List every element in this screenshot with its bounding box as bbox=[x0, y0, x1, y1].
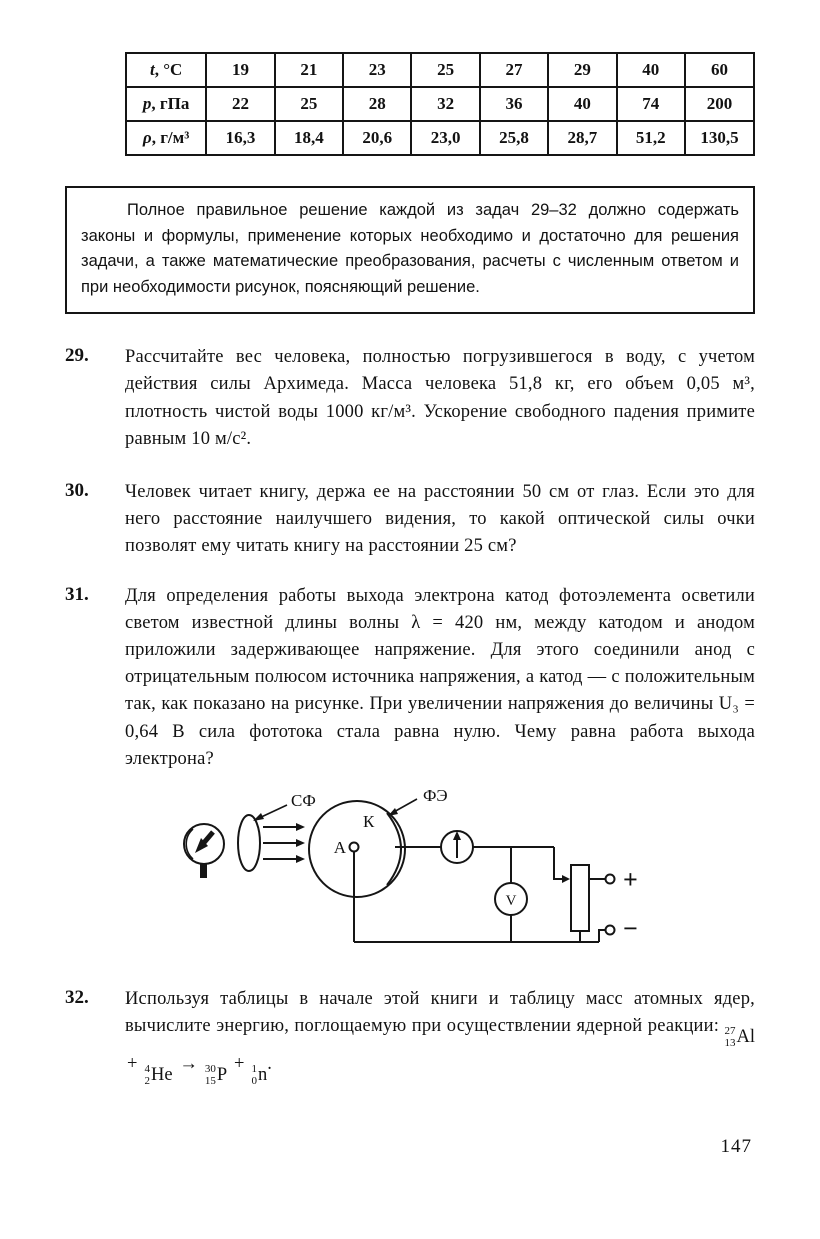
table-cell: 32 bbox=[411, 87, 479, 121]
row-header-pressure bbox=[126, 87, 206, 121]
row-var: t bbox=[149, 60, 155, 79]
circuit-diagram bbox=[149, 787, 669, 959]
nuclide-n-1 bbox=[252, 1062, 268, 1089]
table-cell: 74 bbox=[617, 87, 685, 121]
plus-operator: + bbox=[127, 1054, 138, 1075]
minus-label: − bbox=[623, 913, 638, 943]
element-symbol: n bbox=[258, 1065, 268, 1086]
table-cell: 18,4 bbox=[275, 121, 343, 155]
element-symbol: He bbox=[150, 1065, 173, 1086]
plus-operator: + bbox=[234, 1054, 245, 1075]
anode-terminal bbox=[350, 842, 359, 851]
row-unit: , °C bbox=[154, 60, 183, 79]
table-cell: 25 bbox=[411, 53, 479, 87]
plus-label: + bbox=[623, 864, 638, 894]
problem-30 bbox=[65, 479, 755, 561]
nuclide-al-27 bbox=[725, 1024, 756, 1051]
lamp-icon bbox=[184, 824, 224, 878]
element-symbol: P bbox=[216, 1065, 228, 1086]
mass-number: 27 bbox=[724, 1025, 736, 1038]
instruction-text: Полное правильное решение каждой из задач 29–32 должно содержать законы и формулы, применение которых необходимо и достаточно для решения задачи, а также математические преобразования, расчеты с численным ответом и при необходимости рисунок, поясняющий решение. bbox=[81, 201, 739, 296]
mass-number: 1 bbox=[251, 1063, 257, 1076]
rheostat bbox=[571, 865, 589, 931]
atomic-number: 13 bbox=[724, 1036, 736, 1049]
anode-label: А bbox=[333, 837, 346, 857]
problem-number: 31. bbox=[65, 583, 89, 605]
row-var: p bbox=[142, 94, 152, 113]
filter-pointer bbox=[253, 805, 287, 821]
table-cell: 29 bbox=[548, 53, 616, 87]
table-cell: 25,8 bbox=[480, 121, 548, 155]
row-unit: , гПа bbox=[151, 94, 190, 113]
mass-number: 4 bbox=[144, 1063, 150, 1076]
ammeter-icon bbox=[441, 831, 473, 863]
problem-31-figure bbox=[149, 787, 755, 964]
atomic-number: 15 bbox=[204, 1074, 216, 1087]
atomic-number: 0 bbox=[251, 1074, 257, 1087]
table-cell: 51,2 bbox=[617, 121, 685, 155]
voltmeter-icon bbox=[495, 883, 527, 915]
problem-number: 32. bbox=[65, 986, 89, 1008]
minus-terminal bbox=[606, 925, 615, 934]
table-cell: 16,3 bbox=[206, 121, 274, 155]
problem-32 bbox=[65, 986, 755, 1089]
nuclide-he-4 bbox=[144, 1062, 172, 1089]
problem-text: Рассчитайте вес человека, полностью погрузившегося в воду, с учетом действия силы Архимеда. Масса человека 51,8 кг, его объем 0,05 м³, плотность чистой воды 1000 кг/м³. Ускорение свободного падения примите равным 10 м/с². bbox=[125, 347, 755, 449]
problem-number: 29. bbox=[65, 345, 89, 367]
problem-31 bbox=[65, 583, 755, 773]
row-unit: , г/м³ bbox=[151, 128, 190, 147]
table-cell: 130,5 bbox=[685, 121, 754, 155]
table-cell: 19 bbox=[206, 53, 274, 87]
table-cell: 200 bbox=[685, 87, 754, 121]
table-cell: 21 bbox=[275, 53, 343, 87]
problem-text-lead: Используя таблицы в начале этой книги и таблицу масс атомных ядер, вычислите энергию, поглощаемую при осуществлении ядерной реакции: bbox=[125, 988, 755, 1037]
table-cell: 27 bbox=[480, 53, 548, 87]
table-cell: 40 bbox=[617, 53, 685, 87]
table-cell: 40 bbox=[548, 87, 616, 121]
mass-number: 30 bbox=[204, 1063, 216, 1076]
voltmeter-label: V bbox=[505, 892, 517, 909]
table-cell: 60 bbox=[685, 53, 754, 87]
photocell-label: ФЭ bbox=[423, 786, 448, 805]
density-table bbox=[125, 52, 755, 156]
table-cell: 22 bbox=[206, 87, 274, 121]
row-var: ρ bbox=[142, 128, 152, 147]
nuclide-p-30 bbox=[205, 1062, 227, 1089]
table-cell: 25 bbox=[275, 87, 343, 121]
table-row-density bbox=[126, 121, 754, 155]
element-symbol: Al bbox=[736, 1027, 755, 1048]
table-cell: 20,6 bbox=[343, 121, 411, 155]
sentence-period: . bbox=[267, 1054, 273, 1075]
row-header-temperature bbox=[126, 53, 206, 87]
atomic-number: 2 bbox=[144, 1074, 150, 1087]
filter-label: СФ bbox=[291, 790, 316, 810]
table-cell: 36 bbox=[480, 87, 548, 121]
table-cell: 28 bbox=[343, 87, 411, 121]
light-rays-icon bbox=[263, 823, 305, 863]
problem-text: Человек читает книгу, держа ее на расстоянии 50 см от глаз. Если это для него расстояние наилучшего видения, то какой оптической силы очки позволят ему читать книгу на расстоянии 25 см? bbox=[125, 482, 755, 557]
cathode-label: К bbox=[363, 811, 375, 831]
arrow-operator: → bbox=[179, 1054, 199, 1075]
problem-text: Для определения работы выхода электрона катод фотоэлемента осветили светом известной длины волны λ = 420 нм, между катодом и анодом приложили задерживающее напряжение. Для этого соединили анод с отрицательным полюсом источника напряжения, а катод — с положительным так, как показано на рисунке. При увеличении напряжения до величины U₃ = 0,64 В сила фототока стала равна нулю. Чему равна работа выхода электрона? bbox=[125, 585, 755, 769]
row-header-density bbox=[126, 121, 206, 155]
circuit-wires bbox=[354, 847, 605, 942]
table-row-temperature bbox=[126, 53, 754, 87]
instruction-box bbox=[65, 186, 755, 314]
table-cell: 23 bbox=[343, 53, 411, 87]
table-cell: 23,0 bbox=[411, 121, 479, 155]
page-number: 147 bbox=[720, 1136, 752, 1157]
photocell-pointer bbox=[388, 799, 417, 816]
light-filter bbox=[238, 815, 260, 871]
table-cell: 28,7 bbox=[548, 121, 616, 155]
plus-terminal bbox=[606, 874, 615, 883]
problem-text bbox=[125, 986, 755, 1089]
problem-number: 30. bbox=[65, 480, 89, 501]
table-row-pressure bbox=[126, 87, 754, 121]
problem-29 bbox=[65, 344, 755, 453]
